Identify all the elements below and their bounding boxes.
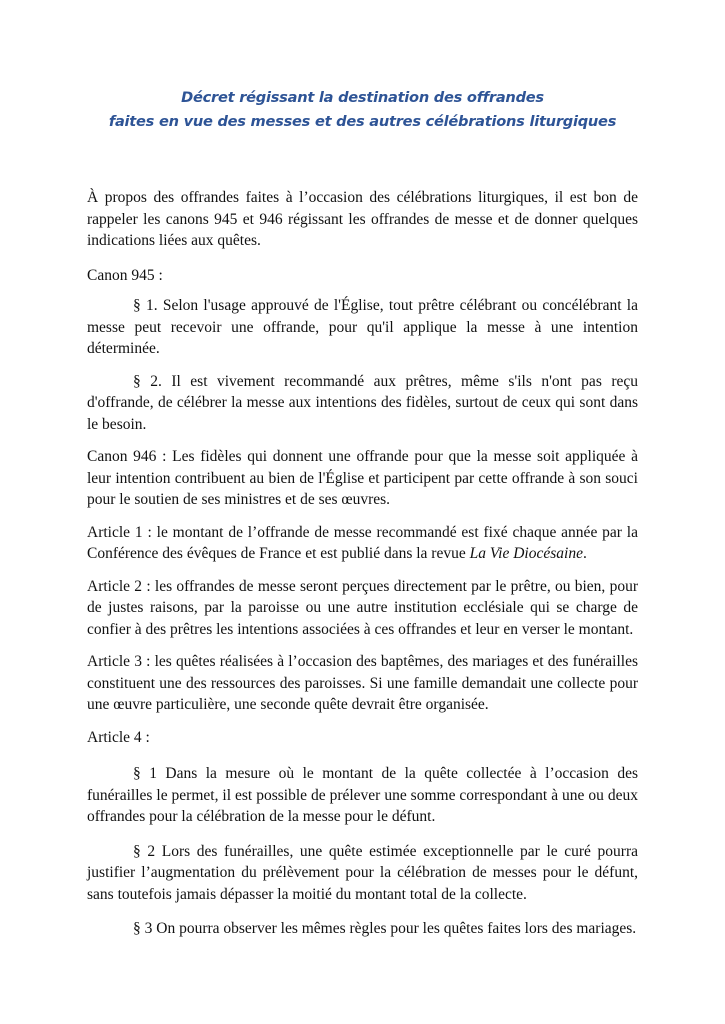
article-4-paragraph-2: § 2 Lors des funérailles, une quête estimée exceptionnelle par le curé pourra justifier l’augmentation du prélèvement pour la célébration de messes pour le défunt, sans toutefois jamais dépasser la moitié du montant total de la collecte.: [87, 842, 638, 903]
article-1-end: .: [582, 545, 587, 562]
publication-title: La Vie Diocésaine: [469, 545, 583, 562]
article-1-text: Article 1 : le montant de l’offrande de messe recommandé est fixé chaque année par la Conférence des évêques de France et est publié dans la revue: [87, 523, 638, 562]
title-line-2: faites en vue des messes et des autres célébrations liturgiques: [108, 113, 617, 130]
article-2-paragraph: Article 2 : les offrandes de messe seront perçues directement par le prêtre, ou bien, pour de justes raisons, par la paroisse ou une autre institution ecclésiale qui se charge de confier à des prêtres les intentions associées à ces offrandes et leur en verser le montant.: [87, 577, 638, 638]
article-4-paragraph-1: § 1 Dans la mesure où le montant de la quête collectée à l’occasion des funérailles le permet, il est possible de prélever une somme correspondant à une ou deux offrandes pour la célébration de la messe pour le défunt.: [87, 765, 638, 825]
article-1-paragraph: [87, 522, 638, 565]
canon-946-paragraph: Canon 946 : Les fidèles qui donnent une offrande pour que la messe soit appliquée à leur intention contribuent au bien de l'Église et participent par cette offrande à son souci pour le soutien de ses ministres et de ses œuvres.: [87, 448, 638, 508]
canon-945-heading: Canon 945 :: [87, 266, 163, 284]
title-line-1: Décret régissant la destination des offrandes: [181, 89, 544, 106]
intro-paragraph: À propos des offrandes faites à l’occasion des célébrations liturgiques, il est bon de rappeler les canons 945 et 946 régissant les offrandes de messe et de donner quelques indications liées aux quêtes.: [87, 189, 638, 249]
article-4-paragraph-3: § 3 On pourra observer les mêmes règles pour les quêtes faites lors des mariages.: [133, 920, 637, 937]
document-title: [87, 0, 638, 134]
article-4-heading: Article 4 :: [87, 728, 150, 746]
document-body: [87, 187, 638, 940]
article-3-paragraph: Article 3 : les quêtes réalisées à l’occasion des baptêmes, des mariages et des funérailles constituent une des ressources des paroisses. Si une famille demandait une collecte pour une œuvre particulière, une seconde quête devrait être organisée.: [87, 653, 638, 713]
canon-945-paragraph-1: § 1. Selon l'usage approuvé de l'Église, tout prêtre célébrant ou concélébrant la messe peut recevoir une offrande, pour qu'il applique la messe à une intention déterminée.: [87, 297, 638, 357]
canon-945-paragraph-2: § 2. Il est vivement recommandé aux prêtres, même s'ils n'ont pas reçu d'offrande, de célébrer la messe aux intentions des fidèles, surtout de ceux qui sont dans le besoin.: [87, 372, 638, 433]
